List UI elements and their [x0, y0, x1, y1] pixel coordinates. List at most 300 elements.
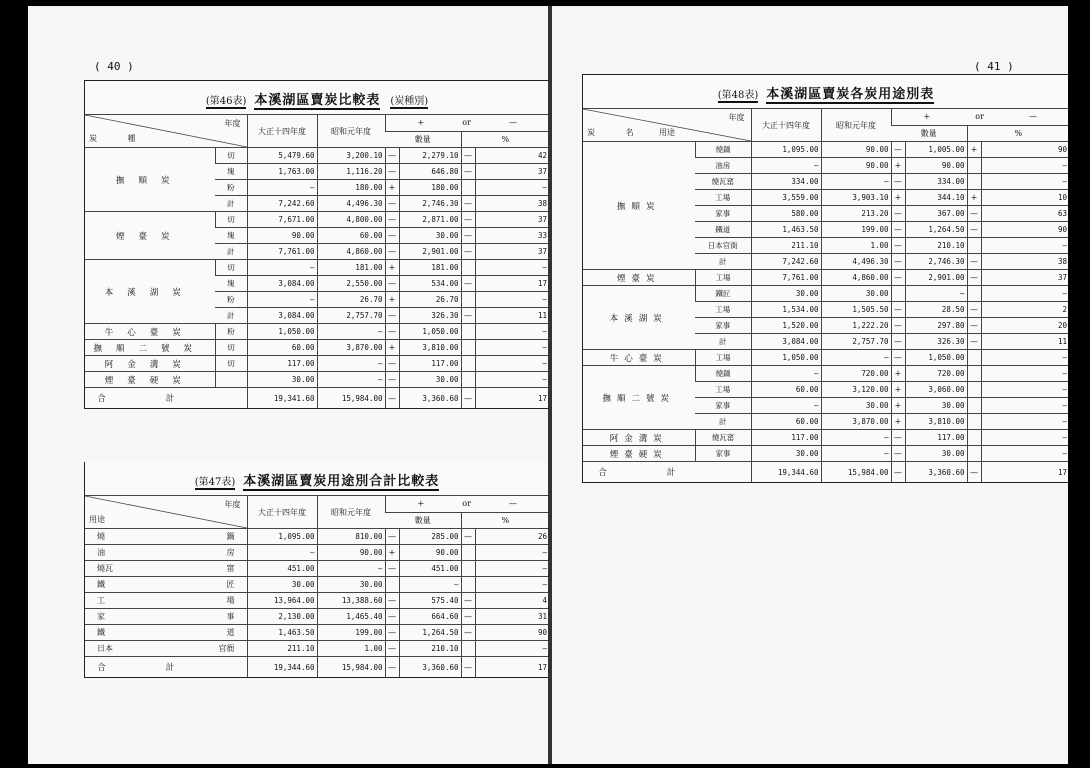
t47-use-name — [85, 577, 247, 593]
t46-row — [85, 260, 549, 276]
t47-pct-sign — [461, 561, 475, 577]
t46-change-pct: 42 — [475, 148, 549, 164]
t46-coal-form: 塊 — [215, 228, 247, 244]
t46-corner-header — [85, 115, 247, 148]
t48-value-1925: 580.00 — [751, 206, 821, 222]
t47-corner-header — [85, 496, 247, 529]
t46-header-pct: % — [461, 131, 549, 148]
t48-value-1926: — — [821, 350, 891, 366]
t46-coal-name: 撫順二號炭 — [85, 340, 215, 356]
t48-change-amount: 1,005.00 — [905, 142, 967, 158]
t48-change-sign: + — [891, 414, 905, 430]
t46-change-amount: 117.00 — [399, 356, 461, 372]
t47-value-1926: 199.00 — [317, 625, 385, 641]
t47-header-pct: % — [461, 512, 549, 529]
t48-coal-name: 撫順炭 — [583, 142, 695, 270]
t47-pct-sign: — — [461, 625, 475, 641]
t48-change-sign: — — [891, 254, 905, 270]
t48-change-sign: — — [891, 270, 905, 286]
t48-change-sign: — — [891, 206, 905, 222]
t46-coal-form: 切 — [215, 356, 247, 372]
t48-change-sign: — — [891, 238, 905, 254]
t46-change-pct: 33 — [475, 228, 549, 244]
t48-change-sign: + — [891, 382, 905, 398]
t46-change-amount: 2,871.00 — [399, 212, 461, 228]
t46-value-1925: 1,763.00 — [247, 164, 317, 180]
t48-value-1926: 1,505.50 — [821, 302, 891, 318]
t46-change-pct: 17 — [475, 276, 549, 292]
t46-total-pct-sign: — — [461, 388, 475, 409]
t48-value-1926: 4,860.00 — [821, 270, 891, 286]
t46-value-1925: — — [247, 292, 317, 308]
t48-value-1926: 1,222.20 — [821, 318, 891, 334]
t47-change-pct: — — [475, 545, 549, 561]
t48-corner-header — [583, 109, 751, 142]
t46-value-1926: 180.00 — [317, 180, 385, 196]
t47-total-change-sign: — — [385, 657, 399, 678]
t47-change-sign — [385, 577, 399, 593]
t46-pct-sign — [461, 372, 475, 388]
t46-header-coal: 炭 — [89, 134, 97, 143]
t48-header-pct: % — [967, 125, 1068, 142]
t47-use-part-b: 事 — [226, 612, 235, 621]
t46-pct-sign: — — [461, 308, 475, 324]
t47-change-amount: 664.60 — [399, 609, 461, 625]
t48-change-amount: 367.00 — [905, 206, 967, 222]
t46-value-1926: 26.70 — [317, 292, 385, 308]
t47-change-pct: 31 — [475, 609, 549, 625]
t47-change-amount: — — [399, 577, 461, 593]
t47-value-1925: 451.00 — [247, 561, 317, 577]
t48-change-amount: 1,264.50 — [905, 222, 967, 238]
t47-value-1925: 1,463.50 — [247, 625, 317, 641]
t47-value-1925: 211.10 — [247, 641, 317, 657]
t46-header-col1: 大正十四年度 — [247, 115, 317, 148]
t48-value-1925: 30.00 — [751, 446, 821, 462]
t47-use-name — [85, 641, 247, 657]
t46-change-amount: 326.30 — [399, 308, 461, 324]
t46-pct-sign — [461, 260, 475, 276]
t46-change-amount: 534.00 — [399, 276, 461, 292]
t46-coal-form: 計 — [215, 308, 247, 324]
t47-row — [85, 577, 549, 593]
t47-change-amount: 451.00 — [399, 561, 461, 577]
t46-coal-form — [215, 372, 247, 388]
t48-pct-sign: — — [967, 206, 981, 222]
t46-change-amount: 3,810.00 — [399, 340, 461, 356]
t47-use-part-b: 房 — [226, 548, 235, 557]
table-48-heading: 本溪湖區賣炭各炭用途別表 — [766, 87, 935, 102]
t47-use-label — [87, 547, 245, 558]
t47-header-change — [385, 496, 549, 513]
t46-change-sign: — — [385, 148, 399, 164]
t48-change-amount: 30.00 — [905, 446, 967, 462]
t48-minus: — — [1029, 112, 1037, 122]
t47-header-year: 年度 — [224, 500, 241, 509]
t48-use-name: 鐵匠 — [695, 286, 751, 302]
t46-value-1926: — — [317, 372, 385, 388]
t48-total-value-1926: 15,984.00 — [821, 462, 891, 483]
page-number-right: ( 41 ) — [974, 60, 1014, 73]
t47-use-name — [85, 561, 247, 577]
t47-pct-sign — [461, 545, 475, 561]
t46-total-change-amount: 3,360.60 — [399, 388, 461, 409]
t46-change-pct: 37 — [475, 164, 549, 180]
t46-change-amount: 181.00 — [399, 260, 461, 276]
t48-change-pct: — — [981, 366, 1068, 382]
t48-value-1925: 30.00 — [751, 286, 821, 302]
t46-total-label: 合計 — [85, 388, 247, 409]
t46-value-1925: 3,084.00 — [247, 276, 317, 292]
table-46-subtitle: (炭種別) — [390, 96, 429, 107]
t47-use-part-a: 燒瓦 — [97, 564, 113, 573]
t48-change-pct: 10 — [981, 190, 1068, 206]
t46-pct-sign — [461, 324, 475, 340]
t48-header-col2: 昭和元年度 — [821, 109, 891, 142]
t48-change-amount: 3,810.00 — [905, 414, 967, 430]
t48-change-amount: 3,060.00 — [905, 382, 967, 398]
table-46-heading: 本溪湖區賣炭比較表 — [254, 93, 381, 108]
t48-value-1925: 1,050.00 — [751, 350, 821, 366]
t48-use-name: 燒鍋 — [695, 366, 751, 382]
t46-value-1926: 2,550.00 — [317, 276, 385, 292]
t48-value-1926: 3,120.00 — [821, 382, 891, 398]
t47-value-1926: 1,465.40 — [317, 609, 385, 625]
t47-change-pct: 4 — [475, 593, 549, 609]
t48-value-1925: 60.00 — [751, 382, 821, 398]
t48-change-pct: 2 — [981, 302, 1068, 318]
table-47-heading: 本溪湖區賣炭用途別合計比較表 — [243, 474, 440, 489]
t46-change-amount: 30.00 — [399, 372, 461, 388]
t48-pct-sign: — — [967, 222, 981, 238]
t47-row — [85, 529, 549, 545]
t47-change-amount: 90.00 — [399, 545, 461, 561]
t46-header-type: 種 — [127, 134, 136, 143]
t48-plus: + — [923, 112, 931, 122]
t47-change-sign: — — [385, 641, 399, 657]
t47-total-change-pct: 17 — [475, 657, 549, 678]
t48-value-1926: — — [821, 174, 891, 190]
t47-pct-sign — [461, 577, 475, 593]
t46-row — [85, 356, 549, 372]
t48-value-1926: 1.00 — [821, 238, 891, 254]
t46-change-pct: 11 — [475, 308, 549, 324]
t47-row — [85, 545, 549, 561]
t48-change-pct: — — [981, 398, 1068, 414]
t47-use-name — [85, 529, 247, 545]
t48-pct-sign — [967, 414, 981, 430]
t48-total-change-sign: — — [891, 462, 905, 483]
t47-use-name — [85, 609, 247, 625]
t46-coal-form: 計 — [215, 244, 247, 260]
t46-header-change — [385, 115, 549, 132]
t48-value-1925: 1,095.00 — [751, 142, 821, 158]
t46-coal-name: 牛心臺炭 — [85, 324, 215, 340]
t48-pct-sign — [967, 350, 981, 366]
t46-change-amount: 2,901.00 — [399, 244, 461, 260]
t46-value-1925: 1,050.00 — [247, 324, 317, 340]
t46-pct-sign: — — [461, 196, 475, 212]
t46-coal-form: 粉 — [215, 292, 247, 308]
t48-use-name: 計 — [695, 334, 751, 350]
t48-change-sign: — — [891, 350, 905, 366]
t48-header-use: 用途 — [658, 128, 675, 137]
t46-change-pct: — — [475, 292, 549, 308]
t46-change-sign: — — [385, 356, 399, 372]
t48-change-pct: 63 — [981, 206, 1068, 222]
t46-value-1926: 3,200.10 — [317, 148, 385, 164]
t47-minus: — — [509, 499, 517, 509]
t46-change-pct: — — [475, 260, 549, 276]
t46-change-sign: + — [385, 180, 399, 196]
t48-value-1926: 720.00 — [821, 366, 891, 382]
t48-change-amount: 334.00 — [905, 174, 967, 190]
t46-change-sign: — — [385, 228, 399, 244]
t48-pct-sign — [967, 398, 981, 414]
t48-body — [583, 142, 1068, 483]
t48-change-sign — [891, 286, 905, 302]
t48-change-pct: — — [981, 382, 1068, 398]
t48-change-pct: 90 — [981, 142, 1068, 158]
t48-value-1925: 211.10 — [751, 238, 821, 254]
t47-use-label — [87, 611, 245, 622]
table-48-grid — [583, 108, 1068, 482]
t48-pct-sign: — — [967, 318, 981, 334]
t47-total-change-amount: 3,360.60 — [399, 657, 461, 678]
t48-value-1925: 3,559.00 — [751, 190, 821, 206]
t48-change-sign: + — [891, 158, 905, 174]
t48-use-name: 計 — [695, 414, 751, 430]
t46-pct-sign: — — [461, 212, 475, 228]
t47-change-pct: — — [475, 561, 549, 577]
t48-total-label: 合計 — [583, 462, 751, 483]
t48-row — [583, 270, 1068, 286]
t47-plus: + — [417, 499, 425, 509]
t46-value-1926: 181.00 — [317, 260, 385, 276]
t48-use-name: 工場 — [695, 190, 751, 206]
t46-coal-form: 切 — [215, 260, 247, 276]
t48-value-1925: — — [751, 366, 821, 382]
t46-value-1925: 7,761.00 — [247, 244, 317, 260]
t47-use-part-a: 工 — [97, 596, 105, 605]
left-page — [28, 6, 550, 764]
t46-value-1926: 60.00 — [317, 228, 385, 244]
t48-change-pct: — — [981, 238, 1068, 254]
t46-pct-sign: — — [461, 228, 475, 244]
t48-change-pct: — — [981, 158, 1068, 174]
t46-row — [85, 212, 549, 228]
t47-use-label — [87, 643, 245, 654]
t48-change-amount: 720.00 — [905, 366, 967, 382]
t47-use-part-b: 窰 — [226, 564, 235, 573]
t46-coal-form: 切 — [215, 340, 247, 356]
t48-change-amount: 210.10 — [905, 238, 967, 254]
t46-coal-name: 煙臺炭 — [85, 212, 215, 260]
t46-change-pct: — — [475, 324, 549, 340]
t48-value-1926: 3,903.10 — [821, 190, 891, 206]
t48-change-pct: — — [981, 286, 1068, 302]
t48-value-1925: — — [751, 158, 821, 174]
t46-value-1925: 7,671.00 — [247, 212, 317, 228]
t47-change-pct: 90 — [475, 625, 549, 641]
t48-total-value-1925: 19,344.60 — [751, 462, 821, 483]
t48-value-1925: 1,463.50 — [751, 222, 821, 238]
t48-or: or — [975, 112, 984, 122]
t46-coal-form: 塊 — [215, 164, 247, 180]
t48-header-coal: 炭 — [587, 128, 595, 137]
t48-change-sign: — — [891, 302, 905, 318]
t47-use-part-b: 匠 — [226, 580, 235, 589]
t47-use-part-b: 場 — [226, 596, 235, 605]
t48-change-pct: — — [981, 446, 1068, 462]
t47-total-label: 合計 — [85, 657, 247, 678]
t46-total-change-sign: — — [385, 388, 399, 409]
t48-coal-name: 本溪湖炭 — [583, 286, 695, 350]
t48-value-1926: — — [821, 446, 891, 462]
t47-use-part-b: 官衙 — [218, 644, 235, 653]
t46-total-value-1926: 15,984.00 — [317, 388, 385, 409]
t47-use-label — [87, 595, 245, 606]
t48-value-1926: 4,496.30 — [821, 254, 891, 270]
t47-header-use: 用途 — [89, 515, 105, 524]
t48-use-name: 鐵道 — [695, 222, 751, 238]
t47-change-sign: + — [385, 545, 399, 561]
t48-pct-sign: — — [967, 254, 981, 270]
t48-use-name: 工場 — [695, 350, 751, 366]
table-47-number: (第47表) — [194, 477, 236, 488]
t47-value-1925: 30.00 — [247, 577, 317, 593]
t48-value-1925: 1,520.00 — [751, 318, 821, 334]
t47-value-1925: 13,964.00 — [247, 593, 317, 609]
t47-header-col2: 昭和元年度 — [317, 496, 385, 529]
t47-change-sign: — — [385, 625, 399, 641]
t48-change-amount: 297.80 — [905, 318, 967, 334]
t46-value-1926: 4,496.30 — [317, 196, 385, 212]
t48-value-1925: 3,084.00 — [751, 334, 821, 350]
t46-value-1925: 30.00 — [247, 372, 317, 388]
t48-row — [583, 142, 1068, 158]
t46-value-1926: — — [317, 356, 385, 372]
t48-change-sign: — — [891, 174, 905, 190]
t47-value-1926: — — [317, 561, 385, 577]
t47-value-1926: 90.00 — [317, 545, 385, 561]
t46-change-sign: — — [385, 372, 399, 388]
t46-value-1925: 90.00 — [247, 228, 317, 244]
t48-pct-sign — [967, 382, 981, 398]
t46-change-sign: — — [385, 308, 399, 324]
t48-use-name: 工場 — [695, 382, 751, 398]
t46-header-year: 年度 — [224, 119, 241, 128]
t48-pct-sign: — — [967, 302, 981, 318]
t46-value-1926: — — [317, 324, 385, 340]
t46-value-1925: 5,479.60 — [247, 148, 317, 164]
t46-coal-form: 計 — [215, 196, 247, 212]
t48-pct-sign — [967, 238, 981, 254]
t48-change-pct: — — [981, 174, 1068, 190]
t48-header-name: 名 — [625, 128, 634, 137]
t47-total-value-1926: 15,984.00 — [317, 657, 385, 678]
t48-value-1926: 213.20 — [821, 206, 891, 222]
t48-pct-sign: + — [967, 142, 981, 158]
t46-coal-form: 粉 — [215, 180, 247, 196]
t48-coal-name: 阿金溝炭 — [583, 430, 695, 446]
t46-change-pct: — — [475, 372, 549, 388]
t48-header-change — [891, 109, 1068, 126]
t48-value-1926: 90.00 — [821, 158, 891, 174]
t48-pct-sign — [967, 158, 981, 174]
t48-change-sign: + — [891, 398, 905, 414]
t48-value-1926: 2,757.70 — [821, 334, 891, 350]
table-47 — [84, 462, 550, 678]
t48-row — [583, 286, 1068, 302]
t48-value-1925: 1,534.00 — [751, 302, 821, 318]
t46-row — [85, 148, 549, 164]
t47-header-amount: 數量 — [385, 512, 461, 529]
t47-use-part-b: 道 — [226, 628, 235, 637]
t46-row — [85, 340, 549, 356]
t48-total-pct-sign: — — [967, 462, 981, 483]
t48-use-name: 家事 — [695, 398, 751, 414]
t46-coal-form: 粉 — [215, 324, 247, 340]
t47-use-name — [85, 593, 247, 609]
table-46-title — [85, 81, 549, 114]
t47-use-label — [87, 627, 245, 638]
t47-change-amount: 210.10 — [399, 641, 461, 657]
t46-value-1926: 3,870.00 — [317, 340, 385, 356]
t48-use-name: 家事 — [695, 318, 751, 334]
t47-use-name — [85, 545, 247, 561]
t48-row — [583, 350, 1068, 366]
t47-total-value-1925: 19,344.60 — [247, 657, 317, 678]
page-number-left: ( 40 ) — [94, 60, 134, 73]
t46-coal-name: 本溪湖炭 — [85, 260, 215, 324]
t47-value-1926: 1.00 — [317, 641, 385, 657]
t46-change-sign: — — [385, 324, 399, 340]
t48-coal-name: 煙臺硬炭 — [583, 446, 695, 462]
t46-total-change-pct: 17 — [475, 388, 549, 409]
t47-use-part-a: 家 — [97, 612, 105, 621]
t47-change-sign: — — [385, 593, 399, 609]
t48-value-1925: 7,761.00 — [751, 270, 821, 286]
t46-coal-name: 阿金溝炭 — [85, 356, 215, 372]
t47-change-sign: — — [385, 609, 399, 625]
t46-coal-form: 切 — [215, 212, 247, 228]
t48-total-change-amount: 3,360.60 — [905, 462, 967, 483]
t48-change-sign: — — [891, 222, 905, 238]
t47-change-pct: — — [475, 641, 549, 657]
t48-change-amount: 326.30 — [905, 334, 967, 350]
t47-change-pct: 26 — [475, 529, 549, 545]
t48-change-sign: — — [891, 334, 905, 350]
t48-change-sign: + — [891, 190, 905, 206]
t46-value-1926: 4,800.00 — [317, 212, 385, 228]
t47-row — [85, 561, 549, 577]
t46-value-1926: 1,116.20 — [317, 164, 385, 180]
t46-change-sign: — — [385, 212, 399, 228]
t48-change-pct: — — [981, 430, 1068, 446]
t47-use-part-b: 鍋 — [226, 532, 235, 541]
t48-use-name: 工場 — [695, 270, 751, 286]
t46-change-pct: 38 — [475, 196, 549, 212]
t46-coal-form: 塊 — [215, 276, 247, 292]
t48-change-pct: 20 — [981, 318, 1068, 334]
t47-use-name — [85, 625, 247, 641]
t48-pct-sign — [967, 286, 981, 302]
t47-value-1925: 1,095.00 — [247, 529, 317, 545]
t48-use-name: 燒瓦窰 — [695, 174, 751, 190]
t46-value-1926: 2,757.70 — [317, 308, 385, 324]
t48-total-row — [583, 462, 1068, 483]
